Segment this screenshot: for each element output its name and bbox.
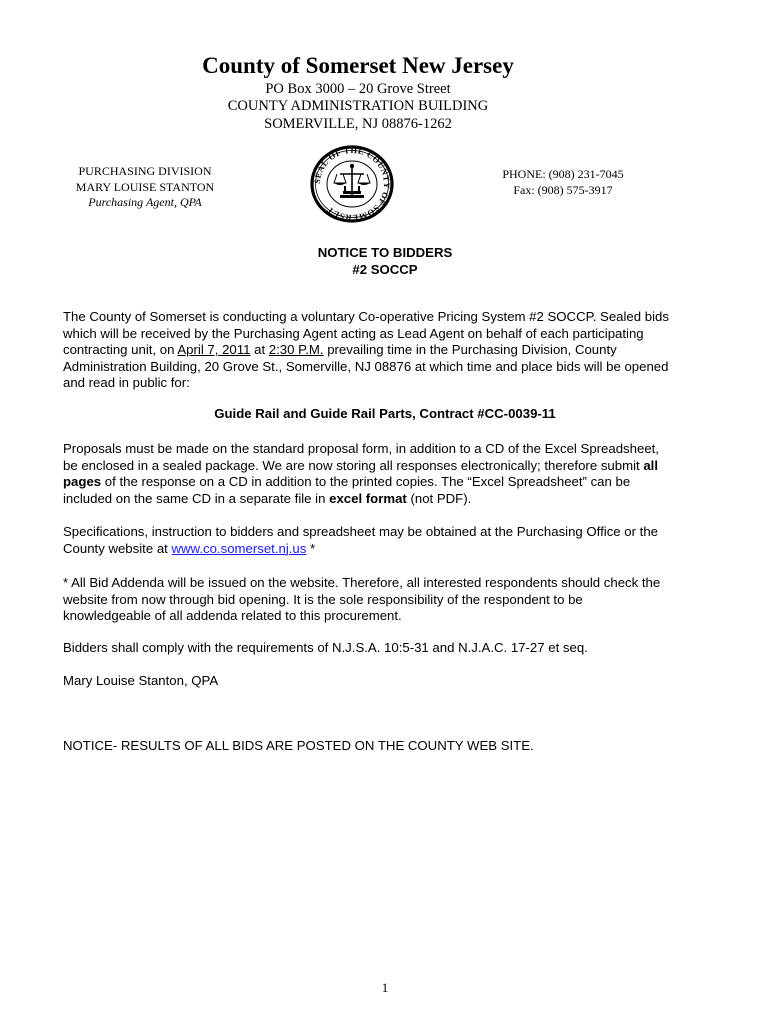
text-span: *: [306, 540, 316, 556]
page-number: 1: [381, 980, 389, 995]
intro-line: The County of Somerset is conducting a voluntary Co-operative Pricing System #2 SOCCP. Sealed bids: [63, 309, 669, 324]
fax-number: Fax: (908) 575-3917: [513, 182, 613, 197]
text-span: included on the same CD in a separate file in: [63, 490, 330, 506]
specifications-line: Specifications, instruction to bidders and spreadsheet may be obtained at the Purchasing Office or the: [63, 524, 659, 539]
address-line-city: SOMERVILLE, NJ 08876-1262: [264, 116, 452, 132]
closing-notice: NOTICE- RESULTS OF ALL BIDS ARE POSTED ON THE COUNTY WEB SITE.: [63, 738, 534, 753]
text-span: (not PDF).: [406, 490, 472, 506]
intro-paragraph: [63, 309, 723, 392]
text-span: prevailing time in the Purchasing Division, County: [323, 342, 617, 358]
signature-line: Mary Louise Stanton, QPA: [63, 673, 219, 688]
notice-heading: [0, 244, 770, 278]
division-name: PURCHASING DIVISION: [78, 164, 212, 178]
contact-block: [468, 167, 658, 198]
text-span: be enclosed in a sealed package. We are now storing all responses electronically; therefore submit: [63, 457, 644, 473]
specifications-paragraph: [63, 524, 723, 557]
bold-text: excel format: [329, 490, 407, 506]
seal-lettering: SEAL OF THE COUNTY OF SOMERSET: [312, 145, 392, 223]
proposal-line: Proposals must be made on the standard proposal form, in addition to a CD of the Excel Spreadsheet,: [63, 441, 659, 456]
notice-subtitle: #2 SOCCP: [352, 262, 418, 277]
text-span: contracting unit, on: [63, 342, 178, 358]
bid-date: April 7, 2011: [177, 342, 251, 358]
intro-line: Administration Building, 20 Grove St., Somerville, NJ 08876 at which time and place bids will be opened: [63, 358, 669, 374]
text-span: County website at: [63, 540, 172, 556]
compliance-paragraph: Bidders shall comply with the requirements of N.J.S.A. 10:5-31 and N.J.A.C. 17-27 et seq.: [63, 640, 588, 655]
contract-title: Guide Rail and Guide Rail Parts, Contract #CC-0039-11: [214, 406, 556, 421]
addenda-line: knowledgeable of all addenda related to this procurement.: [63, 608, 402, 624]
proposal-line: [63, 491, 723, 508]
text-span: at: [250, 342, 269, 358]
county-seal-icon: [310, 145, 394, 223]
proposal-line: [63, 474, 723, 491]
agent-name: MARY LOUISE STANTON: [75, 179, 215, 194]
intro-line-date: [63, 342, 723, 359]
county-title: County of Somerset New Jersey: [202, 53, 514, 78]
address-line-building: COUNTY ADMINISTRATION BUILDING: [227, 98, 489, 114]
purchasing-division-block: [60, 164, 230, 211]
text-span: of the response on a CD in addition to the printed copies. The “Excel Spreadsheet” can be: [101, 474, 631, 490]
addenda-line: website from now through bid opening. It is the sole responsibility of the respondent to be: [63, 591, 583, 607]
county-website-link[interactable]: www.co.somerset.nj.us: [171, 540, 307, 556]
proposal-line: [63, 458, 723, 475]
proposal-paragraph: [63, 441, 723, 507]
address-line-po-box: PO Box 3000 – 20 Grove Street: [265, 81, 451, 97]
bold-text: all: [643, 457, 658, 473]
specifications-line: [63, 541, 723, 558]
agent-role: Purchasing Agent, QPA: [88, 195, 202, 209]
phone-number: PHONE: (908) 231-7045: [502, 167, 624, 181]
intro-line: and read in public for:: [63, 375, 190, 391]
notice-title: NOTICE TO BIDDERS: [317, 245, 453, 260]
bid-time: 2:30 P.M.: [268, 342, 324, 358]
intro-line: which will be received by the Purchasing Agent acting as Lead Agent on behalf of each participating: [63, 325, 644, 341]
bold-text: pages: [63, 474, 102, 490]
addenda-paragraph: [63, 575, 723, 625]
addenda-line: * All Bid Addenda will be issued on the website. Therefore, all interested respondents should check the: [63, 575, 661, 590]
